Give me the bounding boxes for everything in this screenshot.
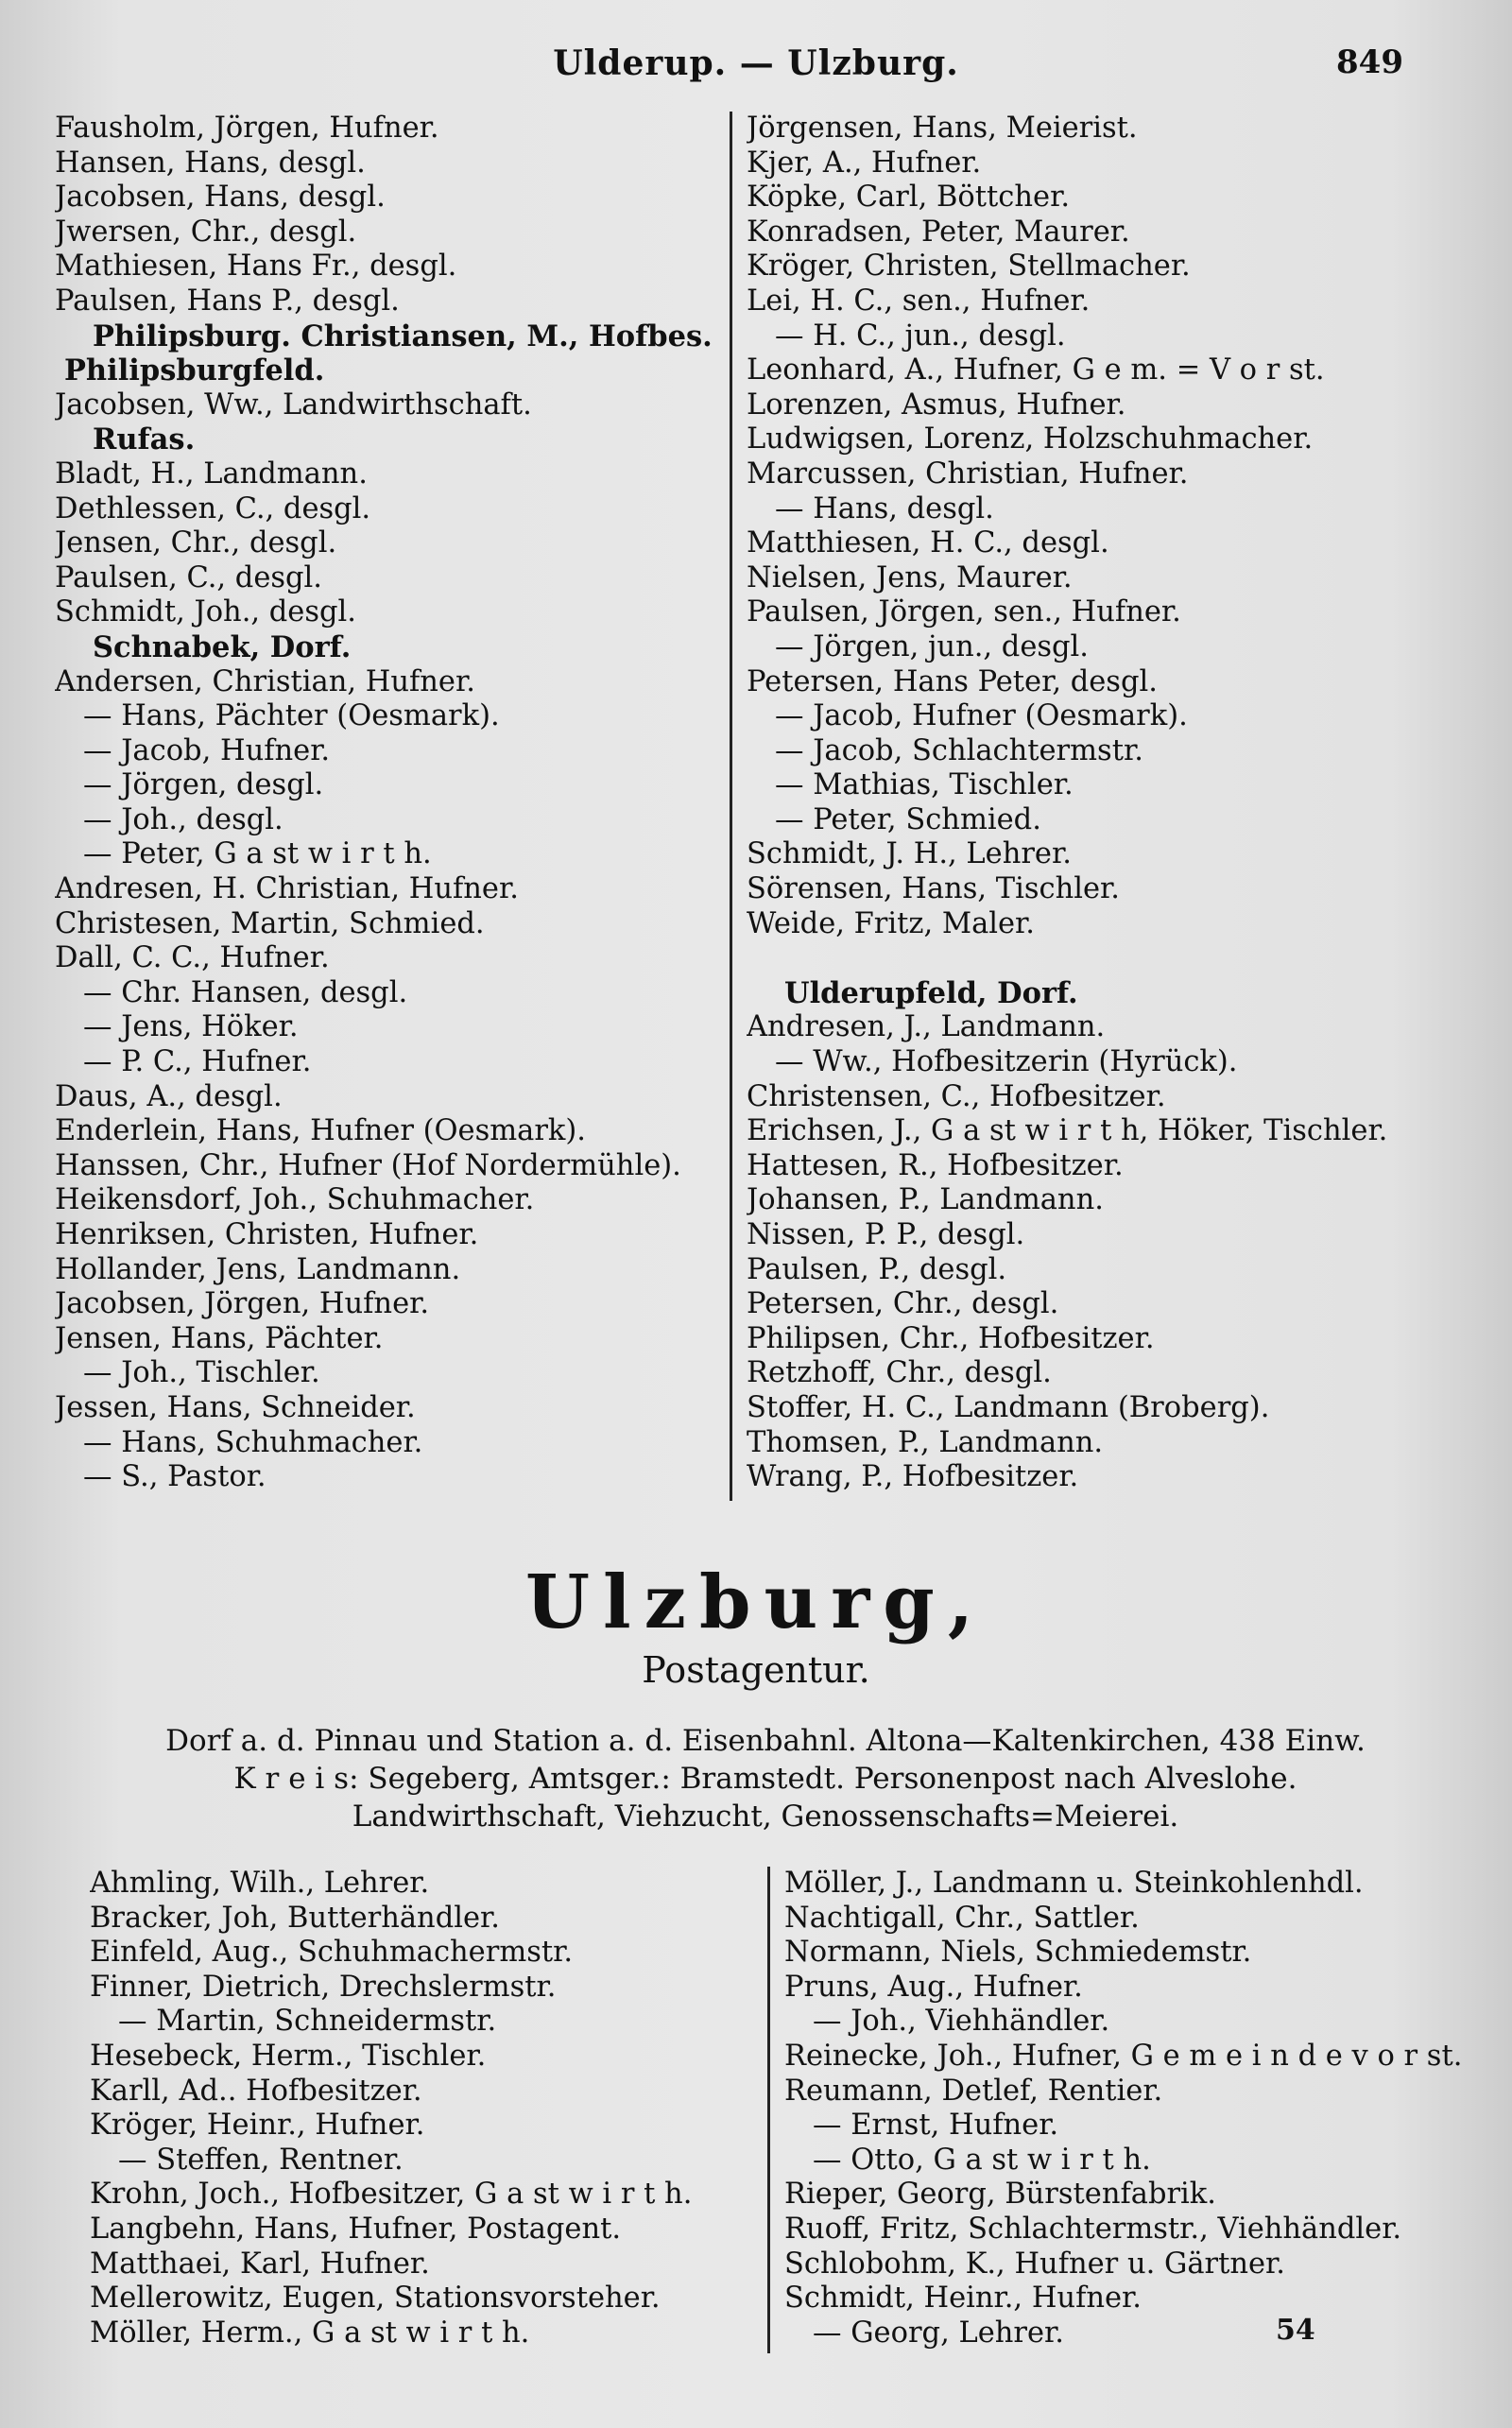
list-item: — Hans, desgl. xyxy=(775,491,994,525)
list-item: Marcussen, Christian, Hufner. xyxy=(747,456,1189,491)
list-item: Jensen, Hans, Pächter. xyxy=(55,1321,384,1355)
signature-mark: 54 xyxy=(1276,2314,1315,2347)
list-item: Jacobsen, Hans, desgl. xyxy=(55,181,386,215)
running-title: Ulderup. — Ulzburg. xyxy=(553,43,959,83)
list-item: Christesen, Martin, Schmied. xyxy=(55,906,485,940)
ulderup-right-column xyxy=(747,112,1484,1495)
list-item: Köpke, Carl, Böttcher. xyxy=(747,181,1071,215)
list-item: Karll, Ad.. Hofbesitzer. xyxy=(90,2074,422,2108)
description-line: Landwirthschaft, Viehzucht, Genossenschafts=Meierei. xyxy=(352,1799,1179,1834)
list-item: — P. C., Hufner. xyxy=(83,1045,312,1079)
list-item: Ludwigsen, Lorenz, Holzschuhmacher. xyxy=(747,422,1314,456)
list-item: Möller, J., Landmann u. Steinkohlenhdl. xyxy=(784,1867,1364,1900)
list-item: Langbehn, Hans, Hufner, Postagent. xyxy=(90,2212,622,2246)
list-item: Wrang, P., Hofbesitzer. xyxy=(747,1460,1079,1494)
list-item: Hesebeck, Herm., Tischler. xyxy=(90,2039,487,2073)
list-item: Kröger, Heinr., Hufner. xyxy=(90,2109,425,2143)
list-item: Schmidt, J. H., Lehrer. xyxy=(747,837,1072,871)
list-item: Weide, Fritz, Maler. xyxy=(747,906,1035,940)
description-line: K r e i s: Segeberg, Amtsger.: Bramstedt. Personenpost nach Alveslohe. xyxy=(233,1762,1297,1796)
list-item: Jörgensen, Hans, Meierist. xyxy=(747,112,1138,145)
list-item: Schmidt, Heinr., Hufner. xyxy=(784,2282,1142,2316)
list-item: — Ernst, Hufner. xyxy=(813,2109,1059,2143)
list-item: — Martin, Schneidermstr. xyxy=(118,2005,497,2039)
list-item: Retzhoff, Chr., desgl. xyxy=(747,1356,1052,1390)
list-item: Lei, H. C., sen., Hufner. xyxy=(747,284,1091,318)
list-item: Dall, C. C., Hufner. xyxy=(55,941,330,975)
list-item: — Chr. Hansen, desgl. xyxy=(83,975,408,1009)
list-item: Hansen, Hans, desgl. xyxy=(55,146,366,180)
list-item: Jacobsen, Jörgen, Hufner. xyxy=(55,1287,430,1321)
list-item: Finner, Dietrich, Drechslermstr. xyxy=(90,1970,557,2004)
list-item: — Peter, Schmied. xyxy=(775,802,1041,836)
column-divider xyxy=(767,1867,770,2353)
list-item: — Jacob, Hufner. xyxy=(83,733,331,767)
list-item: Möller, Herm., G a st w i r t h. xyxy=(90,2316,530,2350)
section-heading: Philipsburgfeld. xyxy=(64,353,325,388)
list-item: — Jörgen, desgl. xyxy=(83,768,324,802)
list-item: Petersen, Hans Peter, desgl. xyxy=(747,664,1158,698)
list-item: Paulsen, Hans P., desgl. xyxy=(55,284,400,318)
list-item: — Peter, G a st w i r t h. xyxy=(83,837,432,871)
list-item: — Otto, G a st w i r t h. xyxy=(813,2143,1151,2177)
list-item: Nielsen, Jens, Maurer. xyxy=(747,560,1073,594)
list-item: Nachtigall, Chr., Sattler. xyxy=(784,1901,1140,1935)
list-item: Mathiesen, Hans Fr., desgl. xyxy=(55,250,457,284)
list-item: — Hans, Schuhmacher. xyxy=(83,1425,423,1459)
list-item: Jensen, Chr., desgl. xyxy=(55,526,337,560)
section-heading: Schnabek, Dorf. xyxy=(93,629,352,664)
list-item: Pruns, Aug., Hufner. xyxy=(784,1970,1083,2004)
list-item: Bracker, Joh, Butterhändler. xyxy=(90,1901,500,1935)
list-item: — Jörgen, jun., desgl. xyxy=(775,629,1090,663)
list-item: Daus, A., desgl. xyxy=(55,1079,283,1113)
list-item: Rieper, Georg, Bürstenfabrik. xyxy=(784,2178,1216,2212)
list-item: Stoffer, H. C., Landmann (Broberg). xyxy=(747,1390,1270,1424)
list-item: Hollander, Jens, Landmann. xyxy=(55,1252,461,1286)
list-item: — Joh., Tischler. xyxy=(83,1356,320,1390)
list-item: Petersen, Chr., desgl. xyxy=(747,1287,1059,1321)
list-item: Ahmling, Wilh., Lehrer. xyxy=(90,1867,430,1900)
list-item: Mellerowitz, Eugen, Stationsvorsteher. xyxy=(90,2282,661,2316)
spacer xyxy=(747,941,1484,976)
list-item: Hanssen, Chr., Hufner (Hof Nordermühle). xyxy=(55,1148,681,1182)
list-item: Enderlein, Hans, Hufner (Oesmark). xyxy=(55,1114,586,1148)
list-item: Paulsen, Jörgen, sen., Hufner. xyxy=(747,595,1181,629)
ulzburg-right-column xyxy=(784,1867,1484,2351)
page-header xyxy=(0,43,1512,91)
list-item: — Jacob, Schlachtermstr. xyxy=(775,733,1143,767)
column-divider xyxy=(730,112,732,1501)
list-item: Schmidt, Joh., desgl. xyxy=(55,595,356,629)
list-item: Dethlessen, C., desgl. xyxy=(55,491,371,525)
list-item: Fausholm, Jörgen, Hufner. xyxy=(55,112,439,145)
description-line: Dorf a. d. Pinnau und Station a. d. Eisenbahnl. Altona—Kaltenkirchen, 438 Einw. xyxy=(165,1724,1366,1758)
list-item: Andersen, Christian, Hufner. xyxy=(55,664,475,698)
list-item: Hattesen, R., Hofbesitzer. xyxy=(747,1148,1124,1182)
list-item: — Mathias, Tischler. xyxy=(775,768,1074,802)
list-item: Kröger, Christen, Stellmacher. xyxy=(747,250,1191,284)
list-item: Andresen, J., Landmann. xyxy=(747,1010,1106,1044)
list-item: — Jacob, Hufner (Oesmark). xyxy=(775,699,1188,733)
list-item: — Steffen, Rentner. xyxy=(118,2143,404,2177)
list-item: Reinecke, Joh., Hufner, G e m e i n d e v o r st. xyxy=(784,2039,1463,2073)
list-item: Konradsen, Peter, Maurer. xyxy=(747,215,1130,249)
list-item: Kjer, A., Hufner. xyxy=(747,146,982,180)
list-item: Leonhard, A., Hufner, G e m. = V o r st. xyxy=(747,353,1325,387)
list-item: — Joh., Viehhändler. xyxy=(813,2005,1110,2039)
list-item: Lorenzen, Asmus, Hufner. xyxy=(747,387,1126,422)
ulderup-left-column xyxy=(55,112,735,1495)
list-item: Paulsen, P., desgl. xyxy=(747,1252,1007,1286)
list-item: Paulsen, C., desgl. xyxy=(55,560,323,594)
list-item: Andresen, H. Christian, Hufner. xyxy=(55,872,519,906)
ulzburg-left-column xyxy=(90,1867,751,2351)
list-item: Christensen, C., Hofbesitzer. xyxy=(747,1079,1166,1113)
list-item: Krohn, Joch., Hofbesitzer, G a st w i r t h. xyxy=(90,2178,693,2212)
section-heading: Rufas. xyxy=(93,422,196,457)
list-item: — H. C., jun., desgl. xyxy=(775,319,1066,353)
list-item: Matthiesen, H. C., desgl. xyxy=(747,526,1109,560)
list-item: Philipsen, Chr., Hofbesitzer. xyxy=(747,1321,1155,1355)
place-subtitle: Postagentur. xyxy=(642,1649,870,1691)
list-item: — Ww., Hofbesitzerin (Hyrück). xyxy=(775,1045,1238,1079)
place-title: Ulzburg, xyxy=(525,1559,987,1645)
list-item: Thomsen, P., Landmann. xyxy=(747,1425,1104,1459)
list-item: Schlobohm, K., Hufner u. Gärtner. xyxy=(784,2247,1285,2281)
list-item: Einfeld, Aug., Schuhmachermstr. xyxy=(90,1936,574,1970)
place-description xyxy=(85,1722,1446,1835)
section-heading: Philipsburg. Christiansen, M., Hofbes. xyxy=(93,319,713,353)
list-item: Normann, Niels, Schmiedemstr. xyxy=(784,1936,1252,1970)
list-item: Erichsen, J., G a st w i r t h, Höker, Tischler. xyxy=(747,1114,1388,1148)
list-item: Nissen, P. P., desgl. xyxy=(747,1218,1025,1251)
list-item: — S., Pastor. xyxy=(83,1460,266,1494)
list-item: Jwersen, Chr., desgl. xyxy=(55,215,357,249)
list-item: Ruoff, Fritz, Schlachtermstr., Viehhändler. xyxy=(784,2212,1402,2246)
list-item: Matthaei, Karl, Hufner. xyxy=(90,2247,430,2281)
page-number: 849 xyxy=(1336,43,1403,81)
list-item: Jacobsen, Ww., Landwirthschaft. xyxy=(55,387,532,422)
list-item: — Hans, Pächter (Oesmark). xyxy=(83,699,500,733)
list-item: Sörensen, Hans, Tischler. xyxy=(747,872,1120,906)
list-item: Bladt, H., Landmann. xyxy=(55,456,368,491)
list-item: — Jens, Höker. xyxy=(83,1010,299,1044)
list-item: Reumann, Detlef, Rentier. xyxy=(784,2074,1163,2108)
list-item: Johansen, P., Landmann. xyxy=(747,1183,1104,1217)
section-heading: Ulderupfeld, Dorf. xyxy=(784,975,1078,1010)
list-item: — Georg, Lehrer. xyxy=(813,2316,1064,2350)
list-item: — Joh., desgl. xyxy=(83,802,284,836)
list-item: Henriksen, Christen, Hufner. xyxy=(55,1218,479,1251)
list-item: Heikensdorf, Joh., Schuhmacher. xyxy=(55,1183,535,1217)
list-item: Jessen, Hans, Schneider. xyxy=(55,1390,416,1424)
